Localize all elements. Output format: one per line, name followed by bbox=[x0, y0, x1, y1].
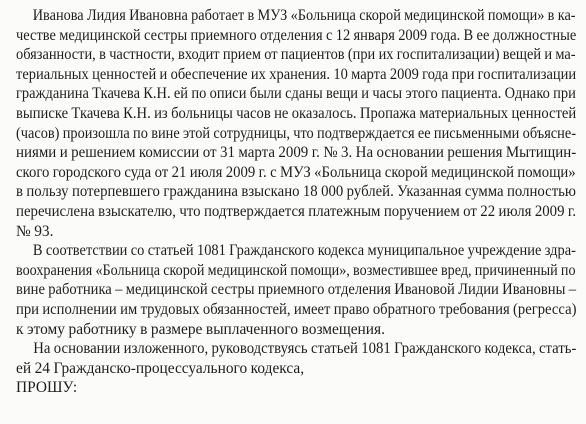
text-line: при исполнении им трудовых обязанностей, имеет право обратного требования (регресса) bbox=[16, 300, 577, 318]
text-line: гражданина Ткачева К.Н. ей по описи были сданы вещи и часы этого пациента. Однако при bbox=[16, 85, 576, 103]
text-line: № 93. bbox=[16, 222, 54, 240]
text-line: ей 24 Гражданско-процессуального кодекса, bbox=[16, 359, 305, 377]
text-line: Иванова Лидия Ивановна работает в МУЗ «Больница скорой медицинской помощи» в ка- bbox=[32, 7, 576, 24]
paragraph-conclusion bbox=[16, 339, 576, 378]
text-line: (часов) произошла по вине этой сотрудницы, что подтверждается ее письменными объясне- bbox=[16, 124, 576, 142]
request-heading bbox=[16, 378, 576, 398]
text-line: ского городского суда от 21 июля 2009 г. с МУЗ «Больница скорой медицинской помощи» bbox=[16, 163, 576, 181]
text-line: воохранения «Больница скорой медицинской помощи», возместившее вред, причиненный по bbox=[16, 261, 576, 279]
text-line: На основании изложенного, руководствуясь статьей 1081 Гражданского кодекса, стать- bbox=[33, 340, 577, 358]
text-line: перечислена взыскателю, что подтверждается платежным поручением от 22 июля 2009 г. bbox=[16, 202, 577, 220]
text-line: к этому работнику в размере выплаченного возмещения. bbox=[16, 320, 385, 338]
text-line: выписке Ткачева К.Н. из больницы часов не оказалось. Пропажа материальных ценностей bbox=[16, 104, 577, 122]
text-line: вине работника – медицинской сестры приемного отделения Ивановой Лидии Ивановны – bbox=[16, 281, 576, 299]
paragraph-facts bbox=[16, 6, 576, 241]
text-line: ниями и решением комиссии от 31 марта 2009 г. № 3. На основании решения Мытищин- bbox=[16, 144, 577, 162]
text-line: ПРОШУ: bbox=[16, 379, 78, 397]
text-line: териальных ценностей и обеспечение их хранения. 10 марта 2009 года при госпитализации bbox=[16, 65, 577, 83]
text-line: обязанности, в частности, входит прием от пациентов (при их госпитализации) вещей и ма- bbox=[16, 46, 576, 64]
text-line: В соответствии со статьей 1081 Гражданского кодекса муниципальное учреждение здра- bbox=[32, 242, 576, 260]
text-line: в пользу потерпевшего гражданина взыскано 18 000 рублей. Указанная сумма полностью bbox=[16, 183, 576, 201]
paragraph-legal-basis bbox=[16, 241, 576, 339]
text-line: честве медицинской сестры приемного отделения с 12 января 2009 года. В ее должностные bbox=[16, 26, 577, 44]
